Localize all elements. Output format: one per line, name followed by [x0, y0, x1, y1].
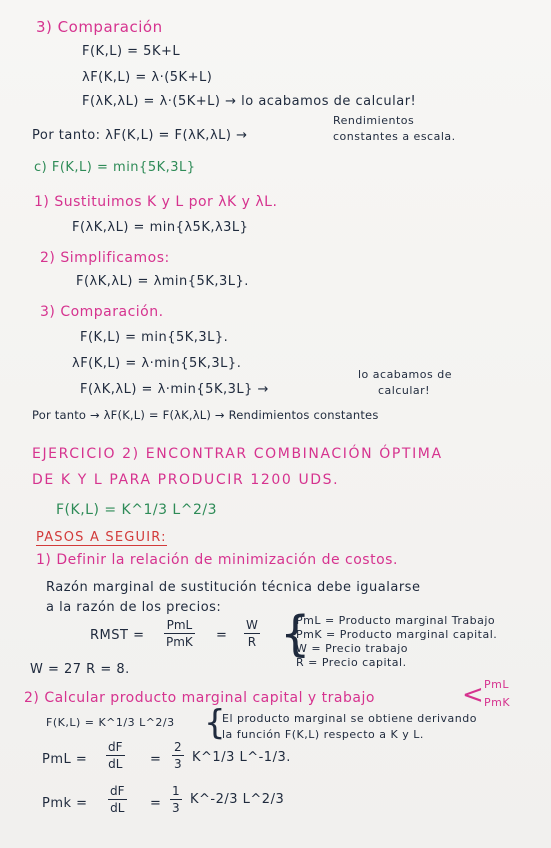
fraction-numerator: 2 — [174, 740, 182, 754]
fraction-bar — [106, 755, 125, 756]
equation-line: F(K,L) = min{5K,3L}. — [80, 330, 229, 345]
steps-heading: PASOS A SEGUIR: — [36, 530, 167, 545]
equation-term: K^1/3 L^-1/3. — [192, 750, 291, 765]
fraction-numerator: dF — [110, 784, 125, 798]
equation-line: F(λK,λL) = λmin{5K,3L}. — [76, 274, 249, 289]
fraction-numerator: 1 — [172, 784, 180, 798]
equals-sign: = — [150, 752, 162, 767]
fraction-denominator: dL — [108, 757, 123, 771]
fraction-bar — [108, 799, 127, 800]
prices-line: W = 27 R = 8. — [30, 662, 130, 677]
conclusion-note: Rendimientos — [333, 114, 415, 127]
conclusion-note: constantes a escala. — [333, 130, 456, 143]
branch-symbol: < — [462, 680, 484, 710]
fraction-denominator: dL — [110, 801, 125, 815]
fraction-bar — [172, 755, 184, 756]
equation-line: F(λK,λL) = λ·(5K+L) → lo acabamos de calcular! — [82, 94, 417, 109]
exercise-title: DE K Y L PARA PRODUCIR 1200 UDS. — [32, 472, 340, 488]
equation-line: λF(K,L) = λ·min{5K,3L}. — [72, 356, 242, 371]
branch-label-pmk: PmK — [484, 696, 511, 709]
fraction-denominator: 3 — [174, 757, 182, 771]
fraction-df-dl — [108, 784, 127, 815]
legend-line: PmL = Producto marginal Trabajo — [296, 614, 496, 627]
branch-label-pml: PmL — [484, 678, 509, 691]
fraction-w-r — [244, 618, 260, 649]
step-heading: 2) Calcular producto marginal capital y trabajo — [24, 690, 375, 706]
fraction-bar — [170, 799, 182, 800]
legend-line: PmK = Producto marginal capital. — [296, 628, 498, 641]
text-line: Razón marginal de sustitución técnica debe igualarse — [46, 580, 421, 595]
step-heading: 3) Comparación. — [40, 304, 164, 320]
step-heading: 1) Definir la relación de minimización de costos. — [36, 552, 398, 568]
equation-line: F(λK,λL) = min{λ5K,λ3L} — [72, 220, 249, 235]
section-c-heading: c) F(K,L) = min{5K,3L} — [34, 160, 196, 175]
fraction-numerator: W — [246, 618, 258, 632]
fraction-pml-pmk — [164, 618, 195, 649]
fraction-denominator: 3 — [172, 801, 180, 815]
fraction-bar — [164, 633, 195, 634]
equation-line: F(K,L) = K^1/3 L^2/3 — [46, 716, 175, 729]
fraction-denominator: PmK — [166, 635, 193, 649]
legend-line: R = Precio capital. — [296, 656, 407, 669]
text-line: a la razón de los precios: — [46, 600, 222, 615]
legend-line: W = Precio trabajo — [296, 642, 408, 655]
exercise-title: EJERCICIO 2) ENCONTRAR COMBINACIÓN ÓPTIMA — [32, 446, 443, 462]
equation-note: calcular! — [378, 384, 431, 397]
note-line: la función F(K,L) respecto a K y L. — [222, 728, 424, 741]
fraction-bar — [244, 633, 260, 634]
fraction-coefficient — [170, 784, 182, 815]
step-comparacion-heading: 3) Comparación — [36, 18, 163, 36]
legend-brace: { — [280, 606, 311, 662]
step-heading: 1) Sustituimos K y L por λK y λL. — [34, 194, 278, 210]
equals-sign: = — [150, 796, 162, 811]
fraction-denominator: R — [247, 635, 257, 649]
fraction-numerator: dF — [108, 740, 123, 754]
pmk-label: Pmk = — [42, 796, 88, 811]
equation-line: λF(K,L) = λ·(5K+L) — [82, 70, 213, 85]
rmst-label: RMST = — [90, 628, 145, 643]
equation-term: K^-2/3 L^2/3 — [190, 792, 285, 807]
note-brace: { — [204, 703, 226, 743]
conclusion-line: Por tanto → λF(K,L) = F(λK,λL) → Rendimientos constantes — [32, 408, 379, 422]
equation-line: F(K,L) = 5K+L — [82, 44, 181, 59]
production-function: F(K,L) = K^1/3 L^2/3 — [56, 502, 217, 518]
fraction-df-dl — [106, 740, 125, 771]
equation-note: lo acabamos de — [358, 368, 452, 381]
step-heading: 2) Simplificamos: — [40, 250, 170, 266]
pml-label: PmL = — [42, 752, 88, 767]
note-line: El producto marginal se obtiene derivando — [222, 712, 477, 725]
fraction-coefficient — [172, 740, 184, 771]
conclusion-line: Por tanto: λF(K,L) = F(λK,λL) → — [32, 128, 248, 143]
equals-sign: = — [216, 628, 228, 643]
equation-line: F(λK,λL) = λ·min{5K,3L} → — [80, 382, 269, 397]
fraction-numerator: PmL — [166, 618, 193, 632]
